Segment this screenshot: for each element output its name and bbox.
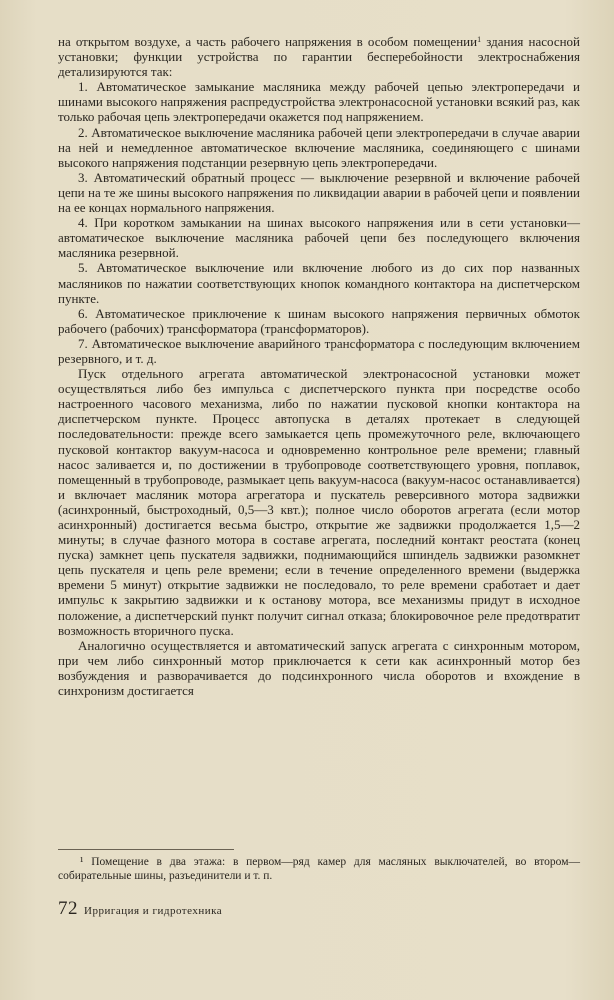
page-footer xyxy=(58,898,222,920)
paragraph-intro xyxy=(58,34,580,79)
footnote-divider xyxy=(58,849,234,850)
list-item-7: 7. Автоматическое выключение аварийного трансформатора с последующим включением резервного, и т. д. xyxy=(58,335,580,366)
footnote-marker: ¹ xyxy=(80,856,84,868)
list-item-3: 3. Автоматический обратный процесс — выключение резервной и включение рабочей цепи на те же шины высокого напряжения по ликвидации аварии в рабочей цепи и появлении на ее концах нормального напряжения. xyxy=(58,169,580,216)
footnote xyxy=(58,855,580,883)
paragraph-synchronous: Аналогично осуществляется и автоматический запуск агрегата с синхронным мотором, при чем либо синхронный мотор приключается к сети как асинхронный мотор без возбуждения и разворачивается до подсинхронного числа оборотов и вхождение в синхронизм достигается xyxy=(58,637,580,699)
list-item-4: 4. При коротком замыкании на шинах высокого напряжения или в сети установки—автоматическое выключение масляника рабочей цепи без последующего включения масляника резервной. xyxy=(58,215,580,261)
paragraph-text-cont: здания насосной установки; функции устройства по гарантии бесперебойности электроснабжения детализируются так: xyxy=(58,34,580,80)
page-number: 72 xyxy=(58,898,78,919)
list-item-1: 1. Автоматическое замыкание масляника между рабочей цепью электропередачи и шинами высокого напряжения распредустройства электронасосной установки всякий раз, как только рабочая цепь электропередачи окажется под напряжением. xyxy=(58,79,580,125)
list-item-5: 5. Автоматическое выключение или включение любого из до сих пор названных масляников по нажатии соответствующих кнопок командного контактора на диспетчерском пункте. xyxy=(58,260,580,306)
page-body xyxy=(58,34,580,698)
running-title: Ирригация и гидротехника xyxy=(84,905,223,917)
footnote-text: Помещение в два этажа: в первом—ряд камер для масляных выключателей, во втором—собирательные шины, разъединители и т. п. xyxy=(58,856,580,882)
paragraph-text: на открытом воздухе, а часть рабочего напряжения в особом помещении xyxy=(58,34,478,49)
list-item-6: 6. Автоматическое приключение к шинам высокого напряжения первичных обмоток рабочего (рабочих) трансформатора (трансформаторов). xyxy=(58,305,580,336)
footnote-ref: 1 xyxy=(477,35,482,44)
list-item-2: 2. Автоматическое выключение масляника рабочей цепи электропередачи в случае аварии на ней и немедленное автоматическое включение масляника, соединяющего с шинами высокого напряжения подстанции резервную цепь электропередачи. xyxy=(58,124,580,170)
paragraph-start-process: Пуск отдельного агрегата автоматической электронасосной установки может осуществляться либо без импульса с диспетчерского пункта при посредстве особо настроенного часового механизма, либо по нажатии пусковой кнопки контактора на диспетчерском пункте. Процесс автопуска в деталях протекает в следующей последовательности: прежде всего замыкается цепь промежуточного реле, включающего пусковой контактор вакуум-насоса и одновременно контрольное реле времени; главный насос заливается и, по достижении в трубопроводе соответствующего уровня, поплавок, помещенный в трубопроводе, размыкает цепь вакуум-насоса (вакуум-насос останавливается) и включает масляник мотора агрегатора и пускатель реверсивного мотора задвижки (асинхронный, быстроходный, 0,5—3 квт.); полное число оборотов агрегата (если мотор асинхронный) достигается весьма быстро, открытие же задвижки продолжается 1,5—2 минуты; в случае фазного мотора в составе агрегата, последний контакт реостата (конец пуска) замкнет цепь пускателя задвижки, поднимающийся шпиндель задвижки разомкнет цепь пускателя и цепь реле времени; если в течение определенного времени (выдержка времени 5 минут) открытие задвижки не последовало, то реле времени сработает и дает импульс к закрытию задвижки и к останову мотора, все механизмы придут в исходное положение, а диспетчерский пункт получит сигнал отказа; блокировочное реле предотвратит возможность вторичного пуска. xyxy=(58,366,580,638)
